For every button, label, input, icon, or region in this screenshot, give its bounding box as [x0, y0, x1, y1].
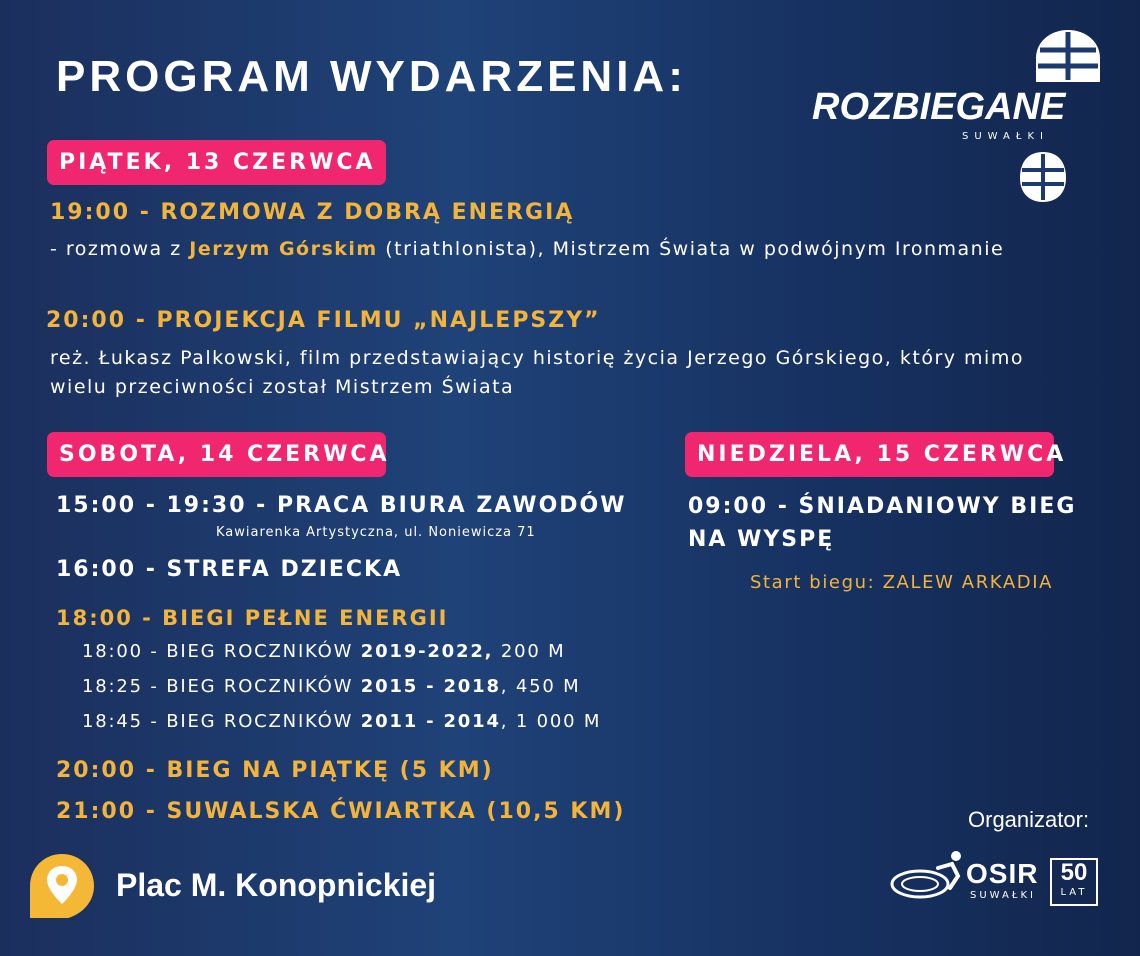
run-item [82, 641, 565, 662]
saturday-event5-title: 21:00 - SUWALSKA ĆWIARTKA (10,5 KM) [56, 799, 626, 824]
running-shoe-sole-icon [1018, 150, 1068, 204]
saturday-event3-title: 18:00 - BIEGI PEŁNE ENERGII [56, 606, 449, 630]
run-distance: 200 M [493, 641, 566, 662]
stadium-runner-icon [890, 848, 970, 908]
friday-event1-title: 19:00 - ROZMOWA Z DOBRĄ ENERGIĄ [50, 200, 575, 225]
sunday-event1-line2: NA WYSPĘ [688, 527, 835, 552]
saturday-event1-title: 15:00 - 19:30 - PRACA BIURA ZAWODÓW [56, 493, 627, 518]
friday-event1-post: (triathlonista), Mistrzem Świata w podwójnym Ironmanie [377, 238, 1005, 260]
osir-sub: SUWAŁKI [970, 890, 1036, 901]
rozbiegane-logo [812, 28, 1108, 208]
run-years: 2015 - 2018 [360, 676, 501, 697]
osir-name: OSIR [966, 858, 1039, 889]
start-place: ZALEW ARKADIA [882, 572, 1054, 593]
anniversary-lat: LAT [1060, 887, 1088, 898]
anniversary-number: 50 [1060, 859, 1088, 886]
page-title: PROGRAM WYDARZENIA: [56, 52, 687, 101]
sunday-start-info [750, 572, 1053, 593]
friday-event2-desc: reż. Łukasz Palkowski, film przedstawiający historię życia Jerzego Górskiego, który mimo wielu przeciwności został Mistrzem Świata [50, 347, 1024, 398]
sunday-badge: NIEDZIELA, 15 CZERWCA [685, 432, 1054, 477]
logo-sub: SUWAŁKI [962, 131, 1049, 142]
saturday-event2-title: 16:00 - STREFA DZIECKA [56, 557, 403, 582]
friday-event1-desc [50, 235, 1044, 264]
friday-badge: PIĄTEK, 13 CZERWCA [47, 140, 386, 185]
saturday-event4-title: 20:00 - BIEG NA PIĄTKĘ (5 KM) [56, 758, 494, 783]
friday-event1-pre: - rozmowa z [50, 238, 190, 260]
osir-logo [890, 848, 1102, 910]
logo-brand: ROZBIEGANE [812, 86, 1066, 128]
organizer-label: Organizator: [968, 807, 1090, 832]
run-time-label: 18:00 - BIEG ROCZNIKÓW [82, 641, 361, 662]
saturday-event1-location: Kawiarenka Artystyczna, ul. Noniewicza 71 [216, 525, 536, 540]
friday-event1-guest: Jerzym Górskim [189, 238, 378, 260]
run-distance: , 450 M [500, 676, 581, 697]
event-location: Plac M. Konopnickiej [116, 867, 437, 903]
sunday-event1-line1: 09:00 - ŚNIADANIOWY BIEG [688, 494, 1077, 519]
saturday-badge: SOBOTA, 14 CZERWCA [47, 432, 386, 477]
run-years: 2019-2022, [360, 641, 494, 662]
run-item [82, 711, 601, 732]
run-item [82, 676, 580, 697]
start-label: Start biegu: [750, 572, 876, 593]
run-distance: , 1 000 M [500, 711, 602, 732]
running-shoe-icon [1032, 28, 1104, 86]
run-time-label: 18:25 - BIEG ROCZNIKÓW [82, 676, 361, 697]
run-years: 2011 - 2014 [360, 711, 501, 732]
anniversary-badge [1050, 858, 1098, 906]
run-time-label: 18:45 - BIEG ROCZNIKÓW [82, 711, 361, 732]
friday-event2-title: 20:00 - PROJEKCJA FILMU „NAJLEPSZY” [46, 308, 601, 333]
location-pin-icon [28, 852, 96, 920]
